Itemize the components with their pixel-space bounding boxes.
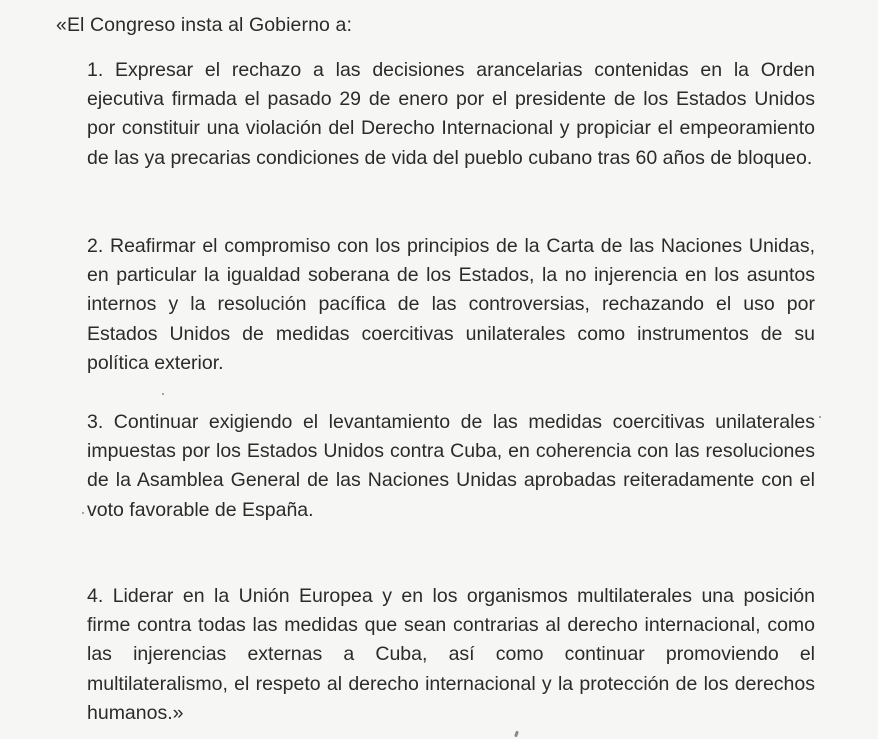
resolution-point-4: 4. Liderar en la Unión Europea y en los organismos multilaterales una posición firme contra todas las medidas que sean contrarias al derecho internacional, como las injerencias externas a Cuba, así como continuar promoviendo el multilateralismo, el respeto al derecho internacional y la protección de los derechos humanos.» xyxy=(87,585,815,724)
intro-line: «El Congreso insta al Gobierno a: xyxy=(56,14,352,36)
scan-speck xyxy=(819,416,821,418)
resolution-point-3: 3. Continuar exigiendo el levantamiento de las medidas coercitivas unilaterales impuestas por los Estados Unidos contra Cuba, en coherencia con las resoluciones de la Asamblea General de las Naciones Unidas aprobadas reiteradamente con el voto favorable de España. xyxy=(87,411,815,521)
resolution-point-2: 2. Reafirmar el compromiso con los principios de la Carta de las Naciones Unidas, en particular la igualdad soberana de los Estados, la no injerencia en los asuntos internos y la resolución pacífica de las controversias, rechazando el uso por Estados Unidos de medidas coercitivas unilaterales como instrumentos de su política exterior. xyxy=(87,235,815,374)
scan-speck xyxy=(162,393,164,395)
scan-speck xyxy=(82,512,84,514)
resolution-point-1: 1. Expresar el rechazo a las decisiones arancelarias contenidas en la Orden ejecutiva firmada el pasado 29 de enero por el presidente de los Estados Unidos por constituir una violación del Derecho Internacional y propiciar el empeoramiento de las ya precarias condiciones de vida del pueblo cubano tras 60 años de bloqueo. xyxy=(87,59,815,169)
scan-speck xyxy=(514,731,519,738)
